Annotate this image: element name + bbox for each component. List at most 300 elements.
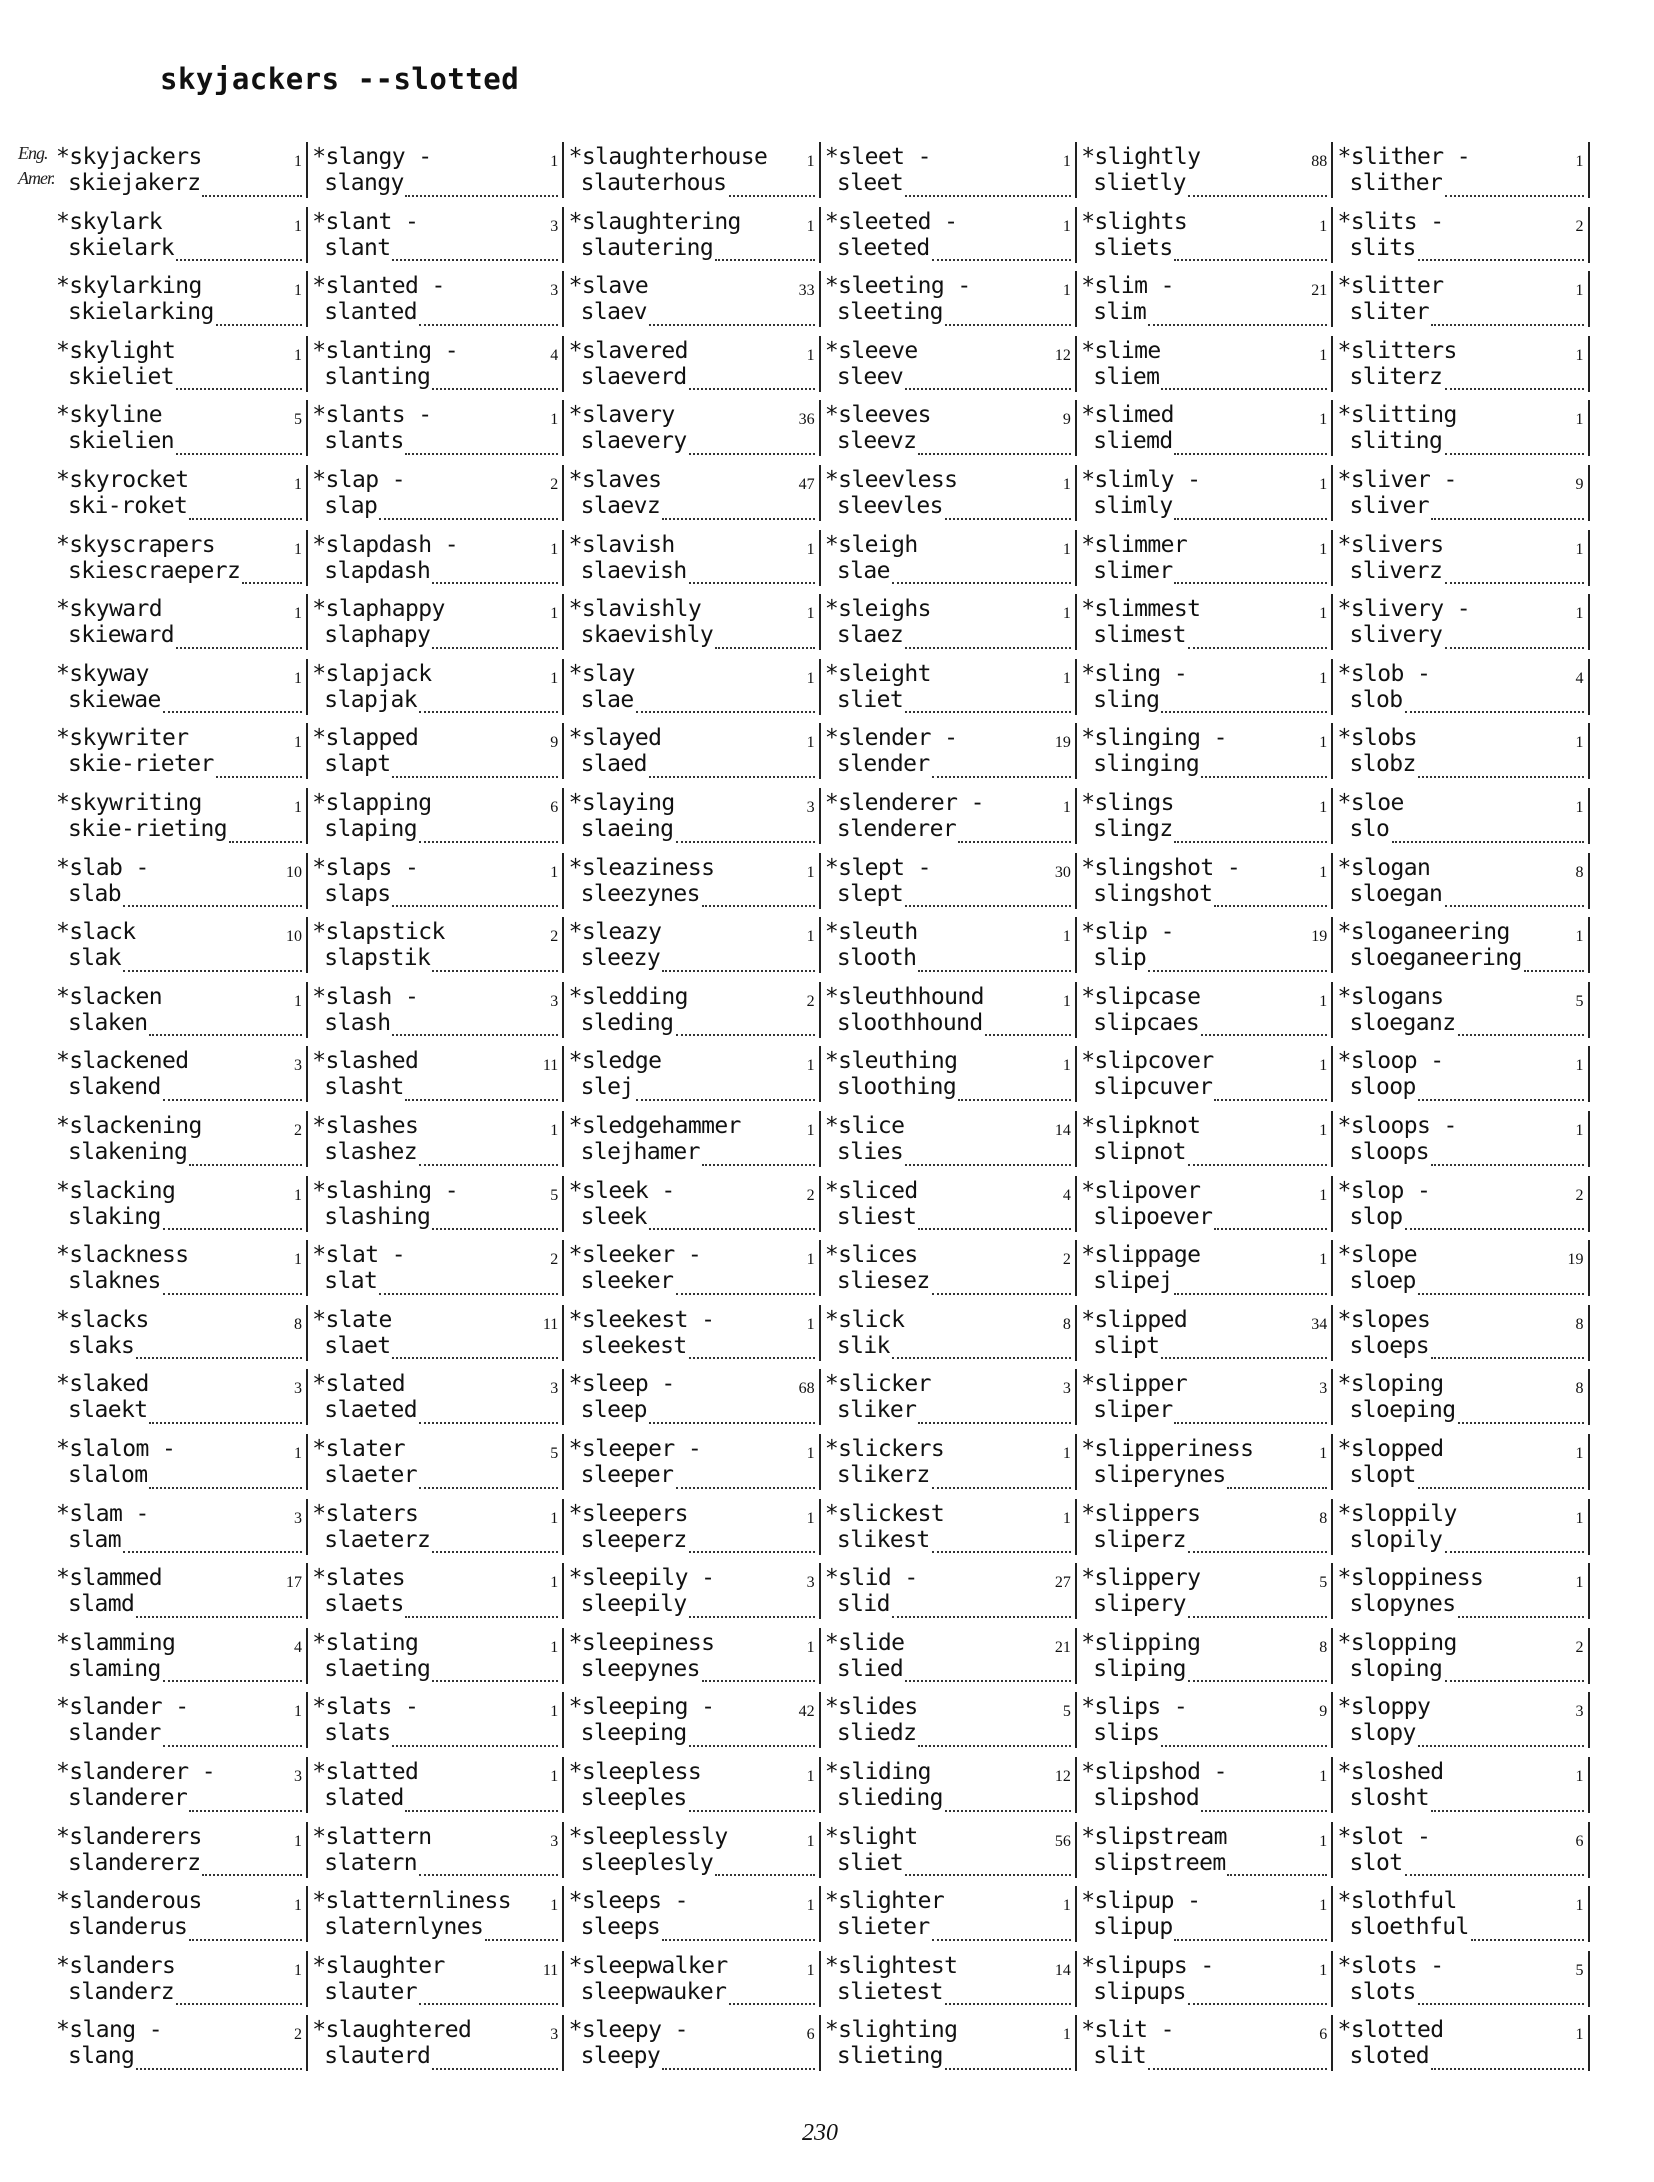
- word-entry: [52, 849, 308, 914]
- entry-spelling: sleeping: [580, 1720, 687, 1747]
- word-entry: [1334, 332, 1590, 397]
- entry-count: 1: [1319, 863, 1328, 881]
- entry-count: 1: [1062, 605, 1071, 623]
- word-entry: [821, 849, 1077, 914]
- word-entry: [821, 1301, 1077, 1366]
- word-entry: [52, 1365, 308, 1430]
- word-entry: [821, 267, 1077, 332]
- entry-word: *sleepiness: [568, 1629, 715, 1656]
- entry-spelling: slaking: [68, 1203, 161, 1230]
- entry-word: *slatternliness: [312, 1888, 512, 1915]
- entry-spelling: slo: [1349, 816, 1390, 842]
- entry-word: *slights: [1081, 208, 1188, 235]
- entry-count: 10: [286, 863, 302, 881]
- dotted-leader: [1174, 259, 1327, 261]
- entry-word: *sloganeering: [1337, 919, 1510, 946]
- entry-count: 1: [550, 1703, 559, 1721]
- entry-count: 1: [806, 540, 815, 558]
- entry-count: 1: [1062, 1509, 1071, 1527]
- entry-spelling: sloted: [1349, 2043, 1429, 2070]
- dotted-leader: [202, 1874, 302, 1876]
- word-entry: [1334, 1688, 1590, 1753]
- entry-word: *sleekest -: [568, 1306, 715, 1333]
- dotted-leader: [918, 453, 1071, 455]
- entry-count: 1: [294, 1186, 302, 1204]
- entry-count: 1: [550, 605, 559, 623]
- entry-word: *slotted: [1337, 2017, 1444, 2044]
- word-entry: [821, 1172, 1077, 1237]
- entry-spelling: slae: [836, 557, 890, 584]
- entry-word: *slanted -: [312, 273, 445, 300]
- dotted-leader: [1431, 1164, 1584, 1166]
- entry-spelling: slipcaes: [1093, 1009, 1200, 1036]
- entry-count: 1: [806, 1445, 815, 1462]
- entry-word: *slothful: [1337, 1888, 1457, 1915]
- dotted-leader: [405, 1099, 558, 1101]
- entry-count: 1: [1319, 1057, 1328, 1075]
- entry-word: *slanderer -: [56, 1759, 215, 1785]
- entry-word: *sloppiness: [1337, 1565, 1484, 1592]
- entry-spelling: slipej: [1093, 1268, 1173, 1295]
- entry-spelling: slashing: [324, 1203, 431, 1230]
- entry-count: 88: [1311, 153, 1328, 170]
- dotted-leader: [392, 1357, 558, 1359]
- word-entry: [1334, 1882, 1590, 1947]
- entry-spelling: sloegan: [1349, 880, 1443, 907]
- entry-spelling: sleek: [580, 1203, 647, 1230]
- word-entry: [308, 2011, 564, 2076]
- entry-spelling: slaet: [324, 1332, 391, 1359]
- word-entry: [52, 1818, 308, 1883]
- entry-count: 1: [1575, 1445, 1584, 1462]
- entry-spelling: slim: [1093, 299, 1147, 326]
- word-entry: [308, 1495, 564, 1560]
- dotted-leader: [1431, 2068, 1584, 2070]
- entry-spelling: skielark: [68, 234, 174, 261]
- dotted-leader: [419, 324, 558, 326]
- dotted-leader: [419, 1874, 558, 1876]
- dotted-leader: [1174, 582, 1327, 584]
- entry-word: *slice: [824, 1113, 905, 1139]
- column-divider: [1588, 659, 1590, 715]
- word-entry: [565, 913, 821, 978]
- dotted-leader: [1392, 841, 1584, 843]
- entry-count: 3: [1062, 1380, 1071, 1398]
- column-divider: [1588, 2015, 1590, 2071]
- entry-word: *slides: [824, 1694, 918, 1721]
- dotted-leader: [932, 1939, 1071, 1941]
- entry-spelling: slapdash: [324, 557, 431, 584]
- entry-count: 11: [542, 1315, 559, 1333]
- entry-count: 21: [1311, 282, 1328, 300]
- entry-word: *skyway: [56, 660, 149, 687]
- entry-word: *skywriting: [56, 790, 202, 816]
- dotted-leader: [149, 1034, 302, 1036]
- dotted-leader: [176, 388, 302, 390]
- entry-spelling: slik: [836, 1332, 890, 1359]
- entry-spelling: sloeganz: [1349, 1009, 1456, 1036]
- entry-spelling: skie-rieter: [68, 751, 214, 778]
- column-divider: [1588, 594, 1590, 650]
- entry-word: *sleepy -: [568, 2017, 688, 2044]
- dotted-leader: [1188, 647, 1327, 649]
- dotted-leader: [662, 2068, 815, 2070]
- word-entry: [1334, 1495, 1590, 1560]
- entry-word: *slaphappy: [312, 596, 445, 623]
- entry-spelling: slej: [580, 1074, 634, 1101]
- entry-spelling: slietly: [1093, 170, 1186, 196]
- dotted-leader: [1188, 2003, 1327, 2005]
- entry-word: *slitter: [1337, 273, 1444, 300]
- word-entry: [1077, 1882, 1333, 1947]
- dotted-leader: [1174, 518, 1327, 520]
- word-entry: [52, 267, 308, 332]
- entry-word: *sleet -: [824, 144, 931, 170]
- entry-count: 3: [550, 217, 559, 235]
- dotted-leader: [905, 711, 1071, 713]
- entry-word: *sloppy: [1337, 1694, 1431, 1721]
- column-divider: [1588, 1434, 1590, 1490]
- dotted-leader: [1418, 1293, 1584, 1295]
- entry-word: *slighting: [824, 2017, 958, 2044]
- entry-word: *slipper: [1081, 1371, 1188, 1398]
- entry-spelling: slapjak: [324, 686, 418, 713]
- word-entry: [308, 1688, 564, 1753]
- entry-spelling: slanderz: [68, 1978, 174, 2005]
- entry-count: 1: [1319, 1186, 1328, 1204]
- entry-spelling: slangy: [324, 170, 404, 196]
- entry-word: *sleeker -: [568, 1242, 702, 1269]
- entry-word: *skyrocket: [56, 467, 189, 493]
- dotted-leader: [176, 647, 302, 649]
- word-entry: [1334, 784, 1590, 849]
- entry-spelling: slauter: [324, 1978, 418, 2005]
- word-entry: [1334, 978, 1590, 1043]
- entry-count: 5: [1575, 1961, 1584, 1979]
- entry-word: *sleepwalker: [568, 1952, 728, 1979]
- word-entry: [308, 1107, 564, 1172]
- entry-word: *slapping: [312, 790, 432, 816]
- word-entry: [821, 1430, 1077, 1495]
- word-entry: [1077, 1430, 1333, 1495]
- entry-word: *skylight: [56, 337, 176, 364]
- word-entry: [308, 1430, 564, 1495]
- word-entry: [308, 1172, 564, 1237]
- entry-word: *slalom -: [56, 1436, 176, 1462]
- dotted-leader: [163, 1745, 302, 1747]
- entry-word: *slaughterhouse: [568, 144, 768, 170]
- word-entry: [1334, 203, 1590, 268]
- word-entry: [821, 1688, 1077, 1753]
- entry-word: *slaughtered: [312, 2017, 472, 2044]
- word-entry: [52, 1430, 308, 1495]
- entry-spelling: sloops: [1349, 1139, 1429, 1165]
- entry-word: *sleazy: [568, 919, 662, 946]
- word-entry: [1077, 590, 1333, 655]
- word-entry: [821, 526, 1077, 591]
- word-entry: [308, 1236, 564, 1301]
- entry-count: 1: [550, 1638, 559, 1656]
- entry-spelling: slosht: [1349, 1785, 1429, 1811]
- entry-word: *sleuthhound: [824, 983, 984, 1010]
- entry-word: *slopes: [1337, 1306, 1431, 1333]
- entry-word: *slide: [824, 1629, 905, 1656]
- entry-word: *slander -: [56, 1694, 189, 1721]
- dotted-leader: [405, 1810, 558, 1812]
- dotted-leader: [419, 2003, 558, 2005]
- entry-word: *sleeper -: [568, 1436, 702, 1462]
- entry-count: 1: [294, 153, 302, 170]
- word-entry: [52, 332, 308, 397]
- entry-count: 1: [1062, 153, 1071, 170]
- entry-spelling: skie-rieting: [68, 816, 227, 842]
- entry-spelling: sleeps: [580, 1914, 661, 1941]
- word-entry: [821, 461, 1077, 526]
- word-entry: [308, 1559, 564, 1624]
- entry-word: *slippers: [1081, 1500, 1201, 1527]
- entry-count: 1: [806, 1897, 815, 1915]
- word-column: [1077, 138, 1333, 2078]
- dotted-leader: [676, 1034, 815, 1036]
- dotted-leader: [1201, 1810, 1327, 1812]
- entry-word: *slavery: [568, 402, 675, 429]
- dotted-leader: [1148, 2068, 1327, 2070]
- entry-count: 1: [550, 540, 559, 558]
- word-entry: [52, 1042, 308, 1107]
- entry-word: *slaying: [568, 790, 675, 816]
- entry-count: 12: [1054, 1768, 1071, 1785]
- entry-spelling: sleeperz: [580, 1526, 687, 1553]
- entry-spelling: sliet: [836, 1849, 904, 1876]
- entry-spelling: slipcuver: [1093, 1074, 1213, 1101]
- entry-count: 1: [550, 669, 559, 687]
- word-entry: [821, 1818, 1077, 1883]
- word-entry: [308, 396, 564, 461]
- word-entry: [308, 849, 564, 914]
- entry-count: 1: [1062, 2026, 1071, 2044]
- entry-spelling: slats: [324, 1720, 391, 1747]
- entry-count: 1: [1575, 1768, 1584, 1785]
- entry-word: *slaters: [312, 1500, 419, 1527]
- word-entry: [565, 590, 821, 655]
- word-entry: [1077, 719, 1333, 784]
- entry-count: 1: [294, 669, 302, 687]
- word-entry: [52, 784, 308, 849]
- american-label: Amer.: [18, 168, 55, 188]
- entry-count: 1: [550, 1509, 559, 1527]
- dotted-leader: [676, 1487, 815, 1489]
- entry-word: *slattern: [312, 1823, 432, 1850]
- entry-count: 1: [294, 1832, 302, 1850]
- word-entry: [565, 1559, 821, 1624]
- entry-spelling: slejhamer: [580, 1139, 700, 1165]
- entry-count: 3: [806, 799, 815, 816]
- dotted-leader: [163, 1680, 302, 1682]
- dotted-leader: [932, 1293, 1071, 1295]
- word-entry: [1077, 1753, 1333, 1818]
- entry-count: 10: [286, 928, 302, 946]
- entry-spelling: sliterz: [1349, 363, 1443, 390]
- entry-word: *slavish: [568, 531, 675, 558]
- dotted-leader: [405, 1616, 558, 1618]
- word-entry: [308, 1042, 564, 1107]
- dotted-leader: [892, 1357, 1071, 1359]
- entry-count: 17: [286, 1574, 302, 1592]
- entry-word: *slipped: [1081, 1306, 1188, 1333]
- word-entry: [1334, 1172, 1590, 1237]
- entry-count: 3: [1319, 1380, 1328, 1398]
- dotted-leader: [163, 1099, 302, 1101]
- word-entry: [52, 590, 308, 655]
- word-entry: [308, 526, 564, 591]
- dotted-leader: [1431, 518, 1584, 520]
- word-entry: [1334, 396, 1590, 461]
- entry-word: *sledge: [568, 1048, 662, 1075]
- entry-word: *slated: [312, 1371, 406, 1398]
- entry-spelling: slikerz: [836, 1462, 930, 1488]
- dotted-leader: [636, 711, 815, 713]
- entry-word: *slices: [824, 1242, 918, 1269]
- dotted-leader: [1214, 1228, 1327, 1230]
- entry-spelling: slaps: [324, 880, 391, 907]
- entry-spelling: slander: [68, 1720, 161, 1747]
- entry-count: 3: [550, 1380, 559, 1398]
- dotted-leader: [1445, 1680, 1584, 1682]
- column-divider: [1588, 465, 1590, 521]
- entry-spelling: slender: [836, 751, 930, 778]
- entry-count: 3: [294, 1509, 302, 1527]
- dotted-leader: [905, 905, 1071, 907]
- entry-word: *slaps -: [312, 854, 419, 881]
- dotted-leader: [189, 1810, 302, 1812]
- entry-word: *slate: [312, 1306, 392, 1333]
- entry-word: *slit -: [1081, 2017, 1174, 2044]
- dotted-leader: [918, 1228, 1071, 1230]
- word-entry: [565, 1172, 821, 1237]
- word-entry: [565, 1495, 821, 1560]
- entry-count: 1: [1062, 1445, 1071, 1462]
- entry-spelling: slab: [68, 880, 121, 907]
- entry-spelling: slipnot: [1093, 1139, 1186, 1165]
- word-entry: [308, 1301, 564, 1366]
- entry-count: 1: [1575, 411, 1584, 429]
- entry-word: *skywriter: [56, 725, 189, 752]
- entry-word: *sleeves: [824, 402, 931, 429]
- word-entry: [821, 655, 1077, 720]
- entry-spelling: sloeganeering: [1349, 945, 1522, 972]
- entry-count: 3: [294, 1380, 302, 1398]
- entry-word: *sledgehammer: [568, 1113, 741, 1139]
- entry-count: 68: [798, 1380, 815, 1398]
- word-column: [565, 138, 821, 2078]
- entry-spelling: sloop: [1349, 1074, 1416, 1101]
- entry-word: *slime: [1081, 337, 1161, 364]
- entry-count: 1: [1575, 1897, 1584, 1915]
- entry-spelling: sloeps: [1349, 1332, 1429, 1359]
- dotted-leader: [202, 195, 302, 197]
- entry-count: 3: [550, 992, 559, 1010]
- column-divider: [1588, 723, 1590, 779]
- dotted-leader: [123, 970, 302, 972]
- entry-spelling: slapstik: [324, 945, 431, 972]
- word-entry: [565, 461, 821, 526]
- entry-word: *sleep -: [568, 1371, 675, 1398]
- word-entry: [308, 203, 564, 268]
- dotted-leader: [149, 1422, 302, 1424]
- entry-spelling: sliping: [1093, 1655, 1186, 1682]
- entry-spelling: slept: [836, 880, 904, 907]
- entry-count: 1: [806, 153, 815, 170]
- word-entry: [308, 719, 564, 784]
- entry-spelling: slants: [324, 428, 404, 455]
- entry-count: 3: [550, 1832, 559, 1850]
- dotted-leader: [729, 2003, 815, 2005]
- entry-word: *slob -: [1337, 660, 1431, 687]
- dotted-leader: [689, 582, 815, 584]
- entry-count: 19: [1054, 734, 1071, 752]
- word-entry: [1077, 396, 1333, 461]
- entry-spelling: sliker: [836, 1397, 917, 1424]
- entry-count: 1: [806, 734, 815, 752]
- entry-count: 1: [550, 1768, 559, 1785]
- entry-word: *sleight: [824, 660, 931, 687]
- entry-spelling: slaken: [68, 1009, 148, 1036]
- entry-spelling: sliets: [1093, 234, 1173, 261]
- entry-spelling: sliem: [1093, 363, 1160, 390]
- dotted-leader: [1445, 453, 1584, 455]
- dotted-leader: [392, 776, 558, 778]
- dotted-leader: [242, 582, 302, 584]
- dotted-leader: [636, 1099, 815, 1101]
- word-entry: [565, 1430, 821, 1495]
- entry-count: 5: [1319, 1574, 1328, 1592]
- dotted-leader: [905, 1874, 1071, 1876]
- entry-spelling: slated: [324, 1785, 404, 1811]
- word-entry: [565, 784, 821, 849]
- word-entry: [52, 1172, 308, 1237]
- entry-spelling: slipshod: [1093, 1785, 1200, 1811]
- word-entry: [565, 1882, 821, 1947]
- entry-spelling: slaming: [68, 1655, 161, 1682]
- word-grid: [52, 138, 1587, 2078]
- word-entry: [565, 332, 821, 397]
- entry-spelling: skielien: [68, 428, 174, 455]
- entry-spelling: sleezynes: [580, 880, 700, 907]
- word-column: [308, 138, 564, 2078]
- word-entry: [1334, 1753, 1590, 1818]
- word-entry: [52, 138, 308, 203]
- entry-spelling: slies: [836, 1139, 904, 1165]
- entry-count: 14: [1054, 1961, 1071, 1979]
- entry-word: *slant -: [312, 208, 419, 235]
- entry-word: *slightest: [824, 1952, 958, 1979]
- word-entry: [1334, 655, 1590, 720]
- entry-count: 9: [550, 734, 559, 752]
- column-divider: [1588, 1305, 1590, 1361]
- word-entry: [565, 1947, 821, 2012]
- entry-spelling: slauterd: [324, 2043, 431, 2070]
- entry-word: *slop -: [1337, 1177, 1431, 1204]
- dotted-leader: [432, 1228, 558, 1230]
- dotted-leader: [932, 1551, 1071, 1553]
- entry-spelling: slip: [1093, 945, 1147, 972]
- dotted-leader: [136, 1357, 302, 1359]
- dotted-leader: [405, 195, 558, 197]
- entry-count: 1: [806, 669, 815, 687]
- word-entry: [1077, 1042, 1333, 1107]
- word-entry: [821, 1624, 1077, 1689]
- entry-count: 1: [1319, 1122, 1328, 1139]
